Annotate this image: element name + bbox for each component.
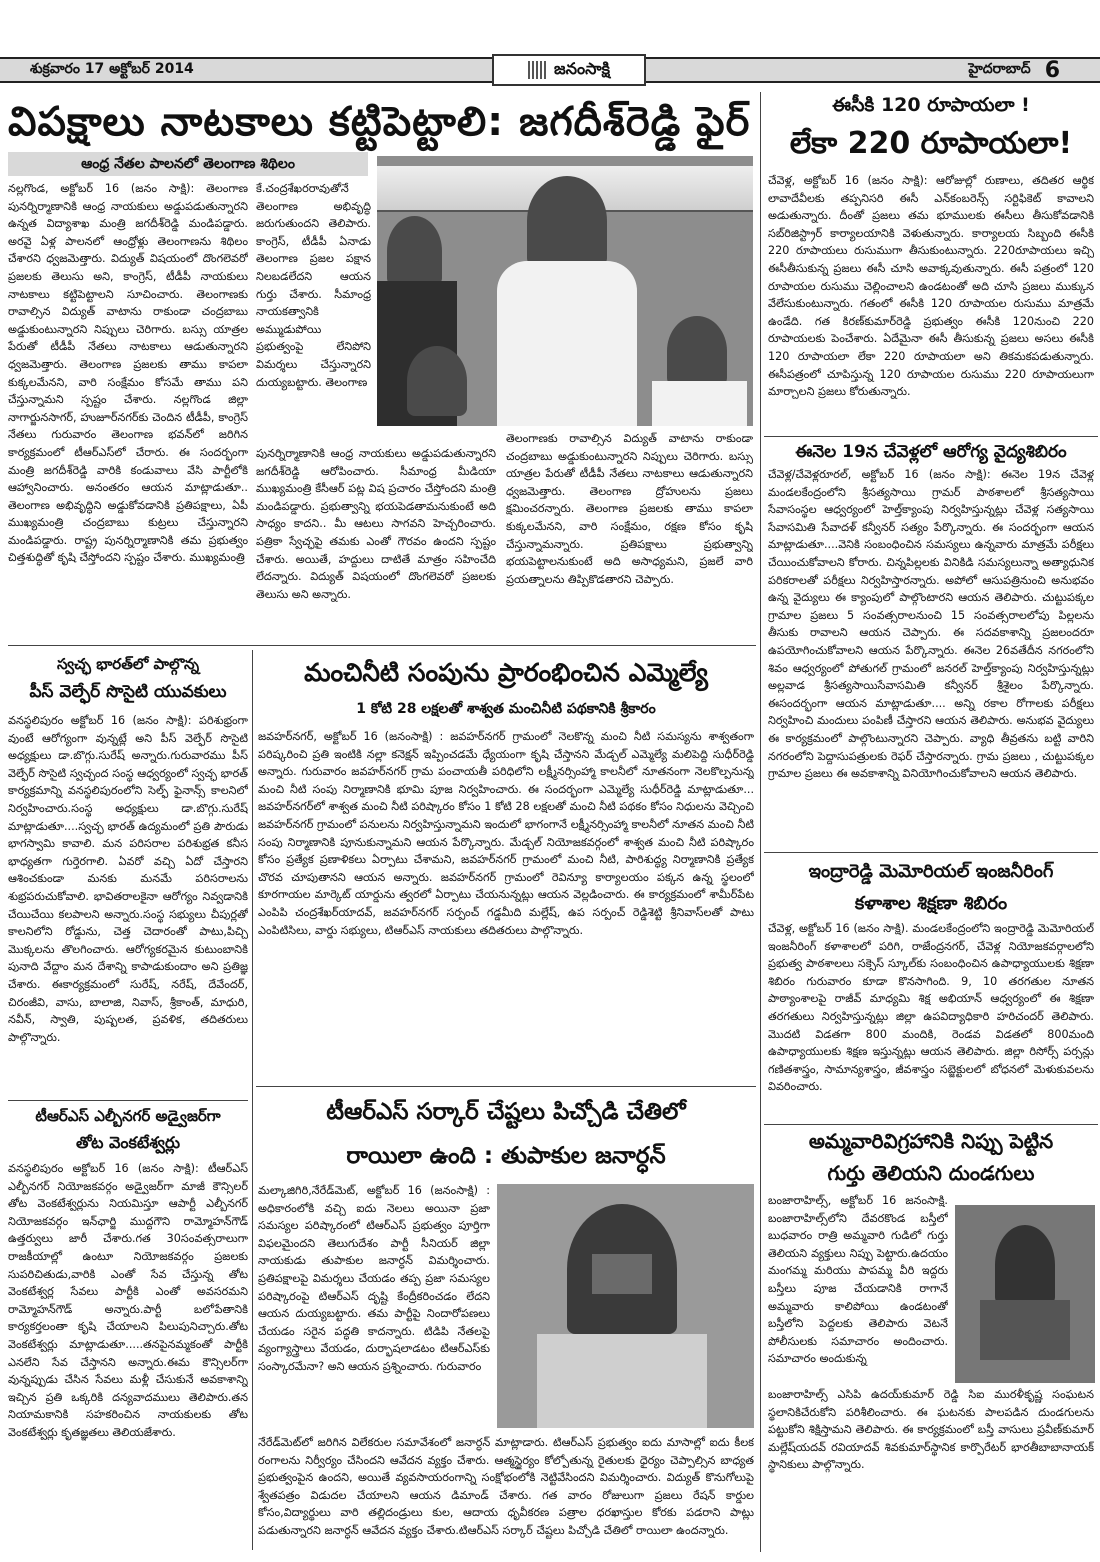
lead-headline: విపక్షాలు నాటకాలు కట్టిపెట్టాలి: జగదీశ్‌రెడ్డి ఫైర్ [8, 99, 751, 145]
logo-text: జనంసాక్షి [554, 58, 610, 78]
janardhan-photo [497, 1184, 754, 1428]
swachh-body: వనస్థలిపురం అక్టోబర్ 16 (జనం సాక్షి): పరిశుభ్రంగా వుంటే ఆరోగ్యంగా వున్నట్లే అని పీస్ వెల్ఫేర్ సొసైటి అధ్యక్షులు డా.బొగ్గు.సురేష్ అన్నారు.గురువారము పీస్ వెల్ఫేర్ సొసైటి స్వచ్ఛంద సంస్థ ఆధ్వర్యంలో స్వచ్ఛ భారత్ కార్యక్రమాన్ని వనస్థలిపురంలోని సెల్ఫ్ ఫైనాన్స్ కాలనిలో నిర్వహించారు.సంస్థ అధ్యక్షులు డా.బొగ్గు.సురేష్ మాట్లాడుతూ....స్వచ్ఛ భారత్ ఉద్యమంలో ప్రతి పౌరుడు భాగస్వామి కావాలి. మన పరిసరాల పరిశుభ్రత కనీస భాధ్యతగా గుర్తెరగాలి. ఏవరో వచ్చి ఏదో చేస్తారని ఆశించకుండా మనకు మనమే పరిసరాలను శుభ్రపరుచుకోవాలి. భావితరాలకైనా ఆరోగ్యం నివ్వడానికి చేయిచేయి కలపాలని అన్నారు.సంస్థ సభ్యులు చీపుర్లతో కాలనిలోని రోడ్డును, చెత్త చెదారంతో పాటు,పిచ్చి మొక్కలను తొలగించారు. ఆరోగ్యకరమైన కుటుంబానికి పునాది వేద్దాం మన దేశాన్ని కాపాడుకుందాం అని ప్రతిజ్ఞ చేశారు. ఈకార్యక్రమంలో సురేష్, నరేష్, దేవేందర్, చిరంజీవి, వాసు, బాలాజి, నివాస్, శ్రీకాంత్, మాధురి, నవీన్, స్వాతి, పుష్పలత, ప్రవళిక, తదితరులు పాల్గొన్నారు. [8, 714, 248, 1044]
janardhan-body-1: మల్కాజిగిరి,నేరేడ్‌మెట్, అక్టోబర్ 16 (జనంసాక్షి) : అధికారంలోకి వచ్చి ఐదు నెలలు అయినా ప్రజా సమస్యల పరిష్కారంలో టిఆర్ఎస్ ప్రభుత్వం పూర్తిగా విఫలమైందని తెలుగుదేశం పార్టీ సీనియర్ జిల్లా నాయకుడు తుపాకుల జనార్ధన్ విమర్శించారు. ప్రతిపక్షాలపై విమర్శలు చేయడం తప్ప ప్రజా సమస్యల పరిష్కారంపై టిఆర్ఎస్ దృష్టి కేంద్రీకరించడం లేదని ఆయన దుయ్యబట్టారు. తమ పార్టీపై నిందారోపణలు చేయడం సరైన పద్ధతి కాదన్నారు. టిడిపి నేతలపై వ్యంగ్యాస్త్రాలు వేయడం, దుర్భాషలాడటం టిఆర్ఎస్‌కు సంస్కారమేనా? అని ఆయన ప్రశ్నించారు. గురువారం [258, 1184, 490, 1373]
water-headline: మంచినీటి సంపును ప్రారంభించిన ఎమ్మెల్యే [304, 658, 708, 687]
ec-kicker: ఈసీకి 120 రూపాయలా ! [832, 94, 1030, 116]
swachh-kicker: స్వచ్ఛ భారత్‌లో పాల్గొన్న [56, 655, 200, 673]
lead-column-3: పునర్నిర్మాణానికి ఆంధ్ర నాయకులు అడ్డుపడుతున్నారని జగదీశ్‌రెడ్డి ఆరోపించారు. సీమాంధ్ర మీడియా ముఖ్యమంత్రి కేసీఆర్ పట్ల విష ప్రచారం చేస్తోందని మంత్రి మండిపడ్డారు. ప్రభుత్వాన్ని భయపెడతామనుకుంటే అది సాధ్యం కాదని.. మీ ఆటలు సాగవని హెచ్చరించారు. పత్రికా స్వేచ్ఛపై తమకు ఎంతో గౌరవం ఉందని స్పష్టం చేశారు. అయితే, హద్దులు దాటితే మాత్రం సహించేది లేదన్నారు. విద్యుత్ విషయంలో దొంగలెవరో ప్రజలకు తెలుసు అని అన్నారు. [256, 447, 496, 601]
college-headline-2: కళాశాల శిక్షణా శిబిరం [854, 893, 1008, 914]
college-headline-1: ఇంద్రారెడ్డి మెమోరియల్ ఇంజనీరింగ్ [808, 861, 1054, 882]
water-body: జవహర్‌నగర్, అక్టోబర్ 16 (జనంసాక్షి) : జవహర్‌నగర్ గ్రామంలో నెలకొన్న మంచి నీటి సమస్యను శాశ్వతంగా పరిష్కరించి ప్రతి ఇంటికి నల్లా కనెక్షన్ ఇప్పించడమే ధ్యేయంగా కృషి చేస్తానని మేడ్చల్ ఎమ్మెల్యే మలిపెద్ది సుధీర్‌రెడ్డి అన్నారు. గురువారం జవహర్‌నగర్ గ్రామ పంచాయతీ పరిధిలోని లక్ష్మీనర్సింహ్మా కాలనీలో నూతనంగా నెలకొల్పనున్న మంచి నీటి సంపు నిర్మాణానికి భూమి పూజ నిర్వహించారు. ఈ సందర్భంగా ఎమ్మెల్యే సుధీర్‌రెడ్డి మాట్లాడుతూ... జవహర్‌నగర్‌లో శాశ్వత మంచి నీటి పరిష్కారం కోసం 1 కోటి 28 లక్షలతో మంచి నీటి పథకం కోసం నిధులను వెచ్చించి జవహర్‌నగర్ గ్రామంలో పనులను నిర్వహిస్తున్నామని ఇందులో భాగంగానే లక్ష్మీనర్సింహ్మా కాలనీలో నూతన మంచి నీటి సంపు నిర్మాణానికి పూనుకున్నామని ఆయన పేర్కొన్నారు. మేడ్చల్ నియోజకవర్గంలో శాశ్వత మంచి నీటి పరిష్కారం కోసం ప్రత్యేక ప్రణాళికలు ఏర్పాటు చేశామని, జవహర్‌నగర్ గ్రామంలో మంచి నీటి, పారిశుద్ధ్య నిర్మాణానికి ప్రత్యేక చొరవ చూపుతానని ఆయన అన్నారు. జవహర్‌నగర్ గ్రామంలో రెవిన్యూ కార్యాలయం పక్కన ఉన్న స్థలంలో కూరగాయల మార్కెట్ యార్డును త్వరలో ఏర్పాటు చేయనున్నట్లు ఆయన వెల్లడించారు. ఈ కార్యక్రమంలో శామీర్‌పేట ఎంపిపి చంద్రశేఖర్‌యాదవ్, జవహర్‌నగర్ సర్పంచ్ గడ్డమీది మల్లేష్, ఉప సర్పంచ్ రెడ్డిశెట్టి శ్రీనివాస్‌లతో పాటు ఎంపిటిసిలు, వార్డు సభ్యులు, టిఆర్ఎస్ నాయకులు తదితరులు పాల్గొన్నారు. [258, 730, 754, 937]
ec-headline: లేకా 220 రూపాయలా! [789, 126, 1073, 161]
lead-subhead: ఆంధ్ర నేతల పాలనలో తెలంగాణ శిథిలం [8, 152, 368, 176]
swachh-headline: పీస్ వెల్ఫేర్ సొసైటి యువకులు [29, 682, 227, 702]
page-city [968, 58, 1100, 83]
ec-body: చేవెళ్ల, అక్టోబర్ 16 (జనం సాక్షి): ఆరోజుల్లో రుణాలు, తదితర ఆర్థిక లావాదేవీలకు తప్పనిసరి ఈసీ ఎన్‌కంబరెన్స్ సర్టిఫికెట్ కావాలని అడుతున్నారు. దీంతో ప్రజలు తమ భూములకు ఈసీలు తీసుకోవడానికి సబ్‌రిజిస్ట్రార్ కార్యాలయానికి వెళుతున్నారు. కార్యాలయ సిబ్బంది ఈసీకి 220 రూపాయలు రుసుముగా తీసుకుంటున్నారు. 220రూపాయలు ఇచ్చి ఈసీతీసుకున్న ప్రజలు ఈసీ చూసి అవాక్కవుతున్నారు. ఈసీ పత్రంలో 120 రూపాయల రుసుము చెల్లించాలని ఉండటంతో అది చూసి ప్రజలు ముక్కున వేలేసుకుంటున్నారు. గతంలో ఈసీకి 120 రూపాయల రుసుము మాత్రమే ఉండేది. గత కిరణ్‌కుమార్‌రెడ్డి ప్రభుత్వం ఈసీకి 120నుంచి 220 రూపాయలకు పెంచేశారు. ఏదేమైనా ఈసీ తీసుకున్న ప్రజలు అసలు ఈసీకి 120 రూపాయలా లేకా 220 రూపాయలా అని తికమకపడుతున్నారు. ఈసీపత్రంలో చూపిస్తున్న 120 రూపాయల రుసుము 220 రూపాయలుగా మార్చాలని ప్రజలు కోరుతున్నారు. [768, 174, 1094, 399]
temple-headline-2: గుర్తు తెలియని దుండగులు [827, 1161, 1035, 1185]
lead-photo [377, 156, 753, 426]
temple-headline-1: అమ్మవారివిగ్రహానికి నిప్పు పెట్టిన [808, 1129, 1054, 1153]
logo-icon [528, 61, 548, 79]
adviser-body: వనస్థలిపురం అక్టోబర్ 16 (జనం సాక్షి): టీఆర్ఎస్ ఎల్బీనగర్ నియోజకవర్గం అడ్వైజర్‌గా మాజీ కౌన్సిలర్ తోట వెంకటేశ్వర్లును నియమిస్తూ ఆపార్టీ ఎల్బీనగర్ నియోజకవర్గం ఇన్‌ఛార్జి ముద్దగౌని రామ్మోహన్‌గౌడ్ ఉత్తర్వులు జారీ చేశారు.గత 30సంవత్సరాలుగా రాజకీయాల్లో ఉంటూ నియోజకవర్గం ప్రజలకు సుపరిచితుడు,వారికి ఎంతో సేవ చేస్తున్న తోట వెంకటేశ్వర్ల సేవలు పార్టీకి ఎంతో అవసరమని రామ్మోహన్‌గౌడ్ అన్నారు.పార్టీ బలోపేతానికి కార్యకర్తలంతా కృషి చేయాలని పిలుపునిచ్చారు.తోట వెంకటేశ్వర్లు మాట్లాడుతూ.....తనపైనమ్మకంతో పార్టీకి ఎనలేని సేవ చేస్తానని అన్నారు.ఈమ కౌన్సిలర్‌గా వున్నప్పుడు చేసిన సేవలు మళ్లీ చేసుకునే అవకాశాన్ని ఇచ్చిన ప్రతి ఒక్కరికి దన్యవాదములు తెలిపారు.తన నియామకానికి సహకరించిన నాయకులకు తోట వెంకటేశ్వర్లు కృతజ్ఞతలు తెలియజేశారు. [8, 1162, 248, 1439]
janardhan-headline-2: రాయిలా ఉంది : తుపాకుల జనార్ధన్ [346, 1143, 666, 1169]
janardhan-headline-1: టీఆర్ఎస్ సర్కార్ చేష్టలు పిచ్చోడి చేతిలో [326, 1099, 686, 1125]
issue-date: శుక్రవారం 17 అక్టోబర్ 2014 [30, 60, 194, 77]
temple-photo [955, 1205, 1095, 1383]
temple-body-1: బంజారాహిల్స్, అక్టోబర్ 16 జనంసాక్షి. బంజారాహిల్స్‌లోని దేవరకొండ బస్తీలో బుధవారం రాత్రి అమ్మవారి గుడిలో గుర్తు తెలియని వ్యక్తులు నిప్పు పెట్టారు.ఉదయం మంగమ్మ మరియు పాపమ్మ వీరి ఇద్దరు బస్తీలు పూజ చేయడానికి రాగానే అమ్మవారు కాలిపోయి ఉండటంతో బస్తీలోని పెద్దలకు తెలిపారు వెటనే పోలీసులకు సమాచారం అందించారు. సమాచారం అందుకున్న [768, 1194, 948, 1366]
water-subhead: 1 కోటి 28 లక్షలతో శాశ్వత మంచినీటి పథకానికి శ్రీకారం [356, 701, 656, 717]
janardhan-body-2: నేరేడ్‌మెట్‌లో జరిగిన విలేకరుల సమావేశంలో జనార్ధన్ మాట్లాడారు. టిఆర్ఎస్ ప్రభుత్వం ఐదు మాసాల్లో ఐదు కీలక రంగాలను నిర్వీర్యం చేసిందని ఆవేదన వ్యక్తం చేశారు. ఆత్మస్థైర్యం కోల్పోతున్న రైతులకు ధైర్యం చెప్పాల్సిన బాధ్యత ప్రభుత్వంపైన ఉందని, అయితే వ్యవసాయరంగాన్ని సంక్షోభంలోకి నెట్టివేసిందని విమర్శించారు. విద్యుత్ కొనుగోలుపై శ్వేతపత్రం విడుదల చేయాలని ఆయన డిమాండ్ చేశారు. గత వారం రోజులుగా ప్రజలు రేషన్ కార్డుల కోసం,విద్యార్థులు వారి తల్లిదండ్రులు కుల, ఆదాయ ధృవీకరణ పత్రాల ధరఖాస్తుల కోరకు పడరాని పాట్లు పడుతున్నారని జనార్ధన్ ఆవేదన వ్యక్తం చేశారు.టిఆర్ఎస్ సర్కార్ చేష్టలు పిచ్చోడి చేతిలో రాయిలా ఉందన్నారు. [258, 1436, 754, 1537]
health-camp-body: చేవెళ్ల/చేవెళ్లరూరల్, అక్టోబర్ 16 (జనం సాక్షి): ఈనెల 19న చేవెళ్ల మండలకేంద్రంలోని శ్రీసత్యసాయి గ్రామర్ పాఠశాలలో శ్రీసత్యసాయి సేవాసంస్థల ఆధ్వర్యంలో హెల్త్‌క్యాంపు నిర్వహిస్తున్నట్లు చేవెళ్ల సత్యసాయి సేవాసమితి సేవాదళ్ కన్వీనర్ సత్యం పేర్కొన్నారు. ఈ సందర్భంగా ఆయన మాట్లాడుతూ....వెనికి సంబంధించిన సమస్యలు ఉన్నవారు మాత్రమే పరీక్షలు చేయించుకోవాలని కోరారు. చిన్నపిల్లలకు వినికిడి సమస్యలున్నా అత్యాధునిక పరికరాలతో పరీక్షలు నిర్వహిస్తారన్నారు. అపోలో ఆసుపత్రినుంచి అనుభవం ఉన్న వైద్యులు ఈ క్యాంపులో పాల్గొంటారని ఆయన తెలిపారు. చుట్టుపక్కల గ్రామాల ప్రజలు 5 సంవత్సరాలనుంచి 15 సంవత్సరాలలోపు పిల్లలను తీసుకు రావాలని ఆయన చెప్పారు. ఈ సదవకాశాన్ని ప్రజలందరూ ఉపయోగించుకోవాలని ఆయన పేర్కొన్నారు. ఈనెల 26వతేదీన నగరంలోని శివం ఆధ్వర్యంలో పోతుగల్ గ్రామంలో జనరల్ హెల్త్‌క్యాంపు నిర్వహిస్తున్నట్లు అల్లవాడ శ్రీసత్యసాయిసేవాసమితి కన్వీనర్ శ్రీశైలం పేర్కొన్నారు. ఈసందర్భంగా ఆయన మాట్లాడుతూ.... అన్ని రకాల రోగాలకు పరీక్షలు నిర్వహించి మందులు పంపిణీ చేస్తారని ఆయన తెలిపారు. అనుభవ వైద్యులు ఈ కార్యక్రమంలో పాల్గొంటున్నారని చెప్పారు. వ్యాధి తీవ్రతను బట్టి వారిని నగరంలోని పెద్దాసుపత్రులకు రెఫర్ చేస్తారన్నారు. గ్రామ ప్రజలు , చుట్టుపక్కల గ్రామాల ప్రజలు ఈ అవకాశాన్ని వినియోగించుకోవాలని ఆయన తెలిపారు. [768, 468, 1094, 781]
adviser-headline-1: టీఆర్ఎస్ ఎల్బీనగర్ అడ్వైజర్‌గా [35, 1107, 221, 1125]
newspaper-logo [492, 54, 646, 86]
lead-column-4: తెలంగాణకు రావాల్సిన విద్యుత్ వాటాను రాకుండా చంద్రబాబు అడ్డుకుంటున్నారని నిప్పులు చెరిగారు. బస్సు యాత్రల పేరుతో టీడీపీ నేతలు నాటకాలు ఆడుతున్నారని ధ్వజమెత్తారు. తెలంగాణ ద్రోహులను ప్రజలు క్షమించరన్నారు. తెలంగాణ ప్రజలకు తాము కాపలా కుక్కలమేనని, వారి సంక్షేమం, రక్షణ కోసం కృషి చేస్తున్నామన్నారు. ప్రతిపక్షాలు ప్రభుత్వాన్ని భయపెట్టాలనుకుంటే అది అసాధ్యమని, ప్రజలే వారి ప్రయత్నాలను తిప్పికొడతారని చెప్పారు. [506, 432, 753, 586]
city-label: హైదరాబాద్ [968, 60, 1031, 77]
page-number: 6 [1044, 57, 1060, 83]
masthead [0, 0, 1100, 88]
lead-column-1: నల్లగొండ, అక్టోబర్ 16 (జనం సాక్షి): తెలంగాణ పునర్నిర్మాణానికి ఆంధ్ర నాయకులు అడ్డుపడుతున్నారని ఉన్నత విద్యాశాఖ మంత్రి జగదీశ్‌రెడ్డి మండిపడ్డారు. అరవై ఏళ్ల పాలనలో ఆంధ్రోళ్లు తెలంగాణను శిథిలం చేశారని ధ్వజమెత్తారు. విద్యుత్ విషయంలో దొంగలెవరో ప్రజలకు తెలుసు అని, కాంగ్రెస్, టీడీపీ నాయకులు నాటకాలు కట్టిపెట్టాలని సూచించారు. తెలంగాణకు రావాల్సిన విద్యుత్ వాటాను రాకుండా చంద్రబాబు అడ్డుకుంటున్నారని నిప్పులు చెరిగారు. బస్సు యాత్రల పేరుతో టీడీపీ నేతలు నాటకాలు ఆడుతున్నారని ధ్వజమెత్తారు. తెలంగాణ ప్రజలకు తాము కాపలా కుక్కలమేనని, వారి సంక్షేమం కోసమే తాము పని చేస్తున్నామని స్పష్టం చేశారు. నల్లగొండ జిల్లా నాగార్జునసాగర్, హుజూర్‌నగర్‌కు చెందిన టీడీపీ, కాంగ్రెస్ నేతలు గురువారం తెలంగాణ భవన్‌లో జరిగిన కార్యక్రమంలో టీఆర్‌ఎస్‌లో చేరారు. ఈ సందర్భంగా మంత్రి జగదీశ్‌రెడ్డి వారికి కండువాలు వేసి పార్టీలోకి ఆహ్వానించారు. అనంతరం ఆయన మాట్లాడుతూ.. తెలంగాణ అభివృద్ధిని అడ్డుకోవడానికి ప్రతిపక్షాలు, ఏపీ ముఖ్యమంత్రి చంద్రబాబు కుట్రలు చేస్తున్నారని మండిపడ్డారు. రాష్ట్ర పునర్నిర్మాణానికి తమ ప్రభుత్వం చిత్తశుద్ధితో కృషి చేస్తోందని స్పష్టం చేశారు. ముఖ్యమంత్రి [8, 182, 248, 565]
temple-body-2: బంజారాహిల్స్ ఎసిపి ఉదయ్‌కుమార్ రెడ్డి సిఐ మురళీకృష్ణ సంఘటన స్థలానికిచేరుకోని పరిశీలించారు. ఈ ఘటనకు పాలపడిన దుండగులను పట్టుకోని శిక్షిస్తామని తెలిపారు. ఈ కార్యక్రమంలో బస్తీ వాసులు ప్రవీణ్‌కుమార్ మల్లేష్‌యదవ్ రవియాదవ్ శివకుమార్‌స్థానిక కార్పొరేటర్ భారతీబాబానాయక్ స్థానికులు పాల్గొన్నారు. [768, 1388, 1094, 1472]
lead-column-2: కే.చంద్రశేఖరరావుతోనే తెలంగాణ అభివృద్ధి జరుగుతుందని తెలిపారు. కాంగ్రెస్, టీడీపీ ఏనాడు తెలంగాణ ప్రజల పక్షాన నిలబడలేదని ఆయన గుర్తు చేశారు. సీమాంధ్ర నాయకత్వానికి అమ్ముడుపోయి ప్రభుత్వంపై లేనిపోని విమర్శలు చేస్తున్నారని దుయ్యబట్టారు. తెలంగాణ [256, 182, 371, 389]
college-body: చేవెళ్ల, అక్టోబర్ 16 (జనం సాక్షి). మండలకేంద్రంలోని ఇంద్రారెడ్డి మెమోరియల్ ఇంజనీరింగ్ కళాశాలలో పరిగి, రాజేంద్రనగర్, చేవెళ్ల నియోజకవర్గాలలోని ప్రభుత్వ పాఠశాలలు సక్సెస్ స్కూల్‌కు సంబంధించిన ఉపాధ్యాయులకు శిక్షణా శిబిరం గురువారం కూడా కొనసాగింది. 9, 10 తరగతుల నూతన పాఠ్యాంశాలపై రాజీవ్ మాధ్యమి శిక్ష అభియాన్ ఆధ్వర్యంలో ఈ శిక్షణా తరగతులు నిర్వహిస్తున్నట్లు జిల్లా ఉపవిద్యాధికారి హరిచందర్ తెలిపారు. మొదటి విడతగా 800 మందికి, రెండవ విడతలో 800మంది ఉపాధ్యాయులకు శిక్షణ ఇస్తున్నట్లు ఆయన తెలిపారు. జిల్లా రిసోర్స్ పర్సన్లు గణితశాస్త్రం, సామాన్యశాస్త్రం, జీవశాస్త్రం సబ్జెక్టులలో బోధనలో మెళుకువలను వివరించారు. [768, 922, 1094, 1094]
adviser-headline-2: తోట వెంకటేశ్వర్లు [75, 1133, 180, 1152]
health-camp-headline: ఈనెల 19న చేవెళ్లలో ఆరోగ్య వైద్యశిబిరం [795, 442, 1067, 462]
